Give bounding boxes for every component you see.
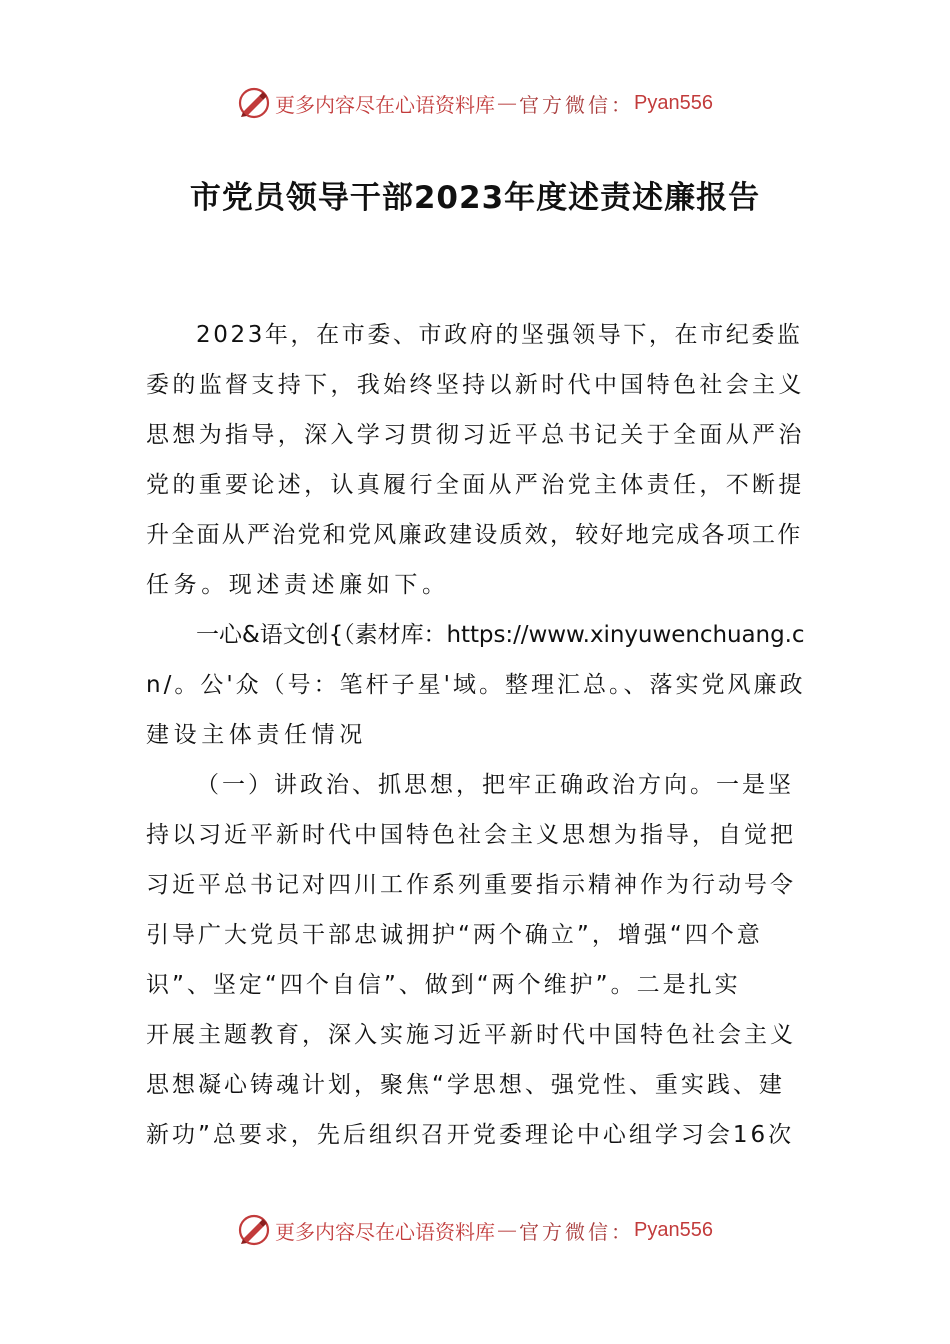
body-line-17: 新功”总要求，先后组织召开党委理论中心组学习会16次: [146, 1122, 795, 1148]
watermark-label: 官方微信：: [519, 1219, 635, 1244]
body-line-5: 升全面从严治党和党风廉政建设质效，较好地完成各项工作: [146, 522, 803, 548]
pen-logo-icon: [237, 86, 271, 120]
body-line-3: 思想为指导，深入学习贯彻习近平总书记关于全面从严治: [146, 422, 805, 448]
watermark-dash: —: [497, 1218, 518, 1242]
body-line-1: 2023年，在市委、市政府的坚强领导下，在市纪委监: [196, 322, 803, 348]
body-line-16: 思想凝心铸魂计划，聚焦“学思想、强党性、重实践、建: [146, 1072, 785, 1098]
body-line-8: n/。公'众（号：笔杆子星'域。整理汇总。、落实党风廉政: [146, 672, 806, 698]
watermark-id: Pyan556: [634, 1218, 713, 1241]
body-line-15: 开展主题教育，深入实施习近平新时代中国特色社会主义: [146, 1022, 796, 1048]
body-line-12: 习近平总书记对四川工作系列重要指示精神作为行动号令: [146, 872, 796, 898]
document-body: [146, 310, 804, 1160]
body-line-7: 一心&语文创{（素材库：https://www.xinyuwenchuang.c: [196, 622, 805, 648]
body-line-9: 建设主体责任情况: [146, 722, 367, 748]
watermark-id: Pyan556: [634, 91, 713, 114]
footer-watermark: [0, 1210, 950, 1250]
watermark-site-text: 更多内容尽在心语资料库: [275, 92, 496, 117]
body-line-6: 任务。现述责述廉如下。: [146, 572, 450, 598]
body-line-4: 党的重要论述，认真履行全面从严治党主体责任，不断提: [146, 472, 805, 498]
body-line-14: 识”、坚定“四个自信”、做到“两个维护”。二是扎实: [146, 972, 741, 998]
body-line-2: 委的监督支持下，我始终坚持以新时代中国特色社会主义: [146, 372, 805, 398]
watermark-label: 官方微信：: [519, 92, 635, 117]
body-line-13: 引导广大党员干部忠诚拥护“两个确立”，增强“四个意: [146, 922, 763, 948]
body-line-10: （一）讲政治、抓思想，把牢正确政治方向。一是坚: [196, 772, 794, 798]
header-watermark: [0, 83, 950, 123]
watermark-site-text: 更多内容尽在心语资料库: [275, 1219, 496, 1244]
watermark-dash: —: [497, 91, 518, 115]
pen-logo-icon: [237, 1213, 271, 1247]
document-title: 市党员领导干部2023年度述责述廉报告: [189, 180, 761, 216]
body-line-11: 持以习近平新时代中国特色社会主义思想为指导，自觉把: [146, 822, 796, 848]
